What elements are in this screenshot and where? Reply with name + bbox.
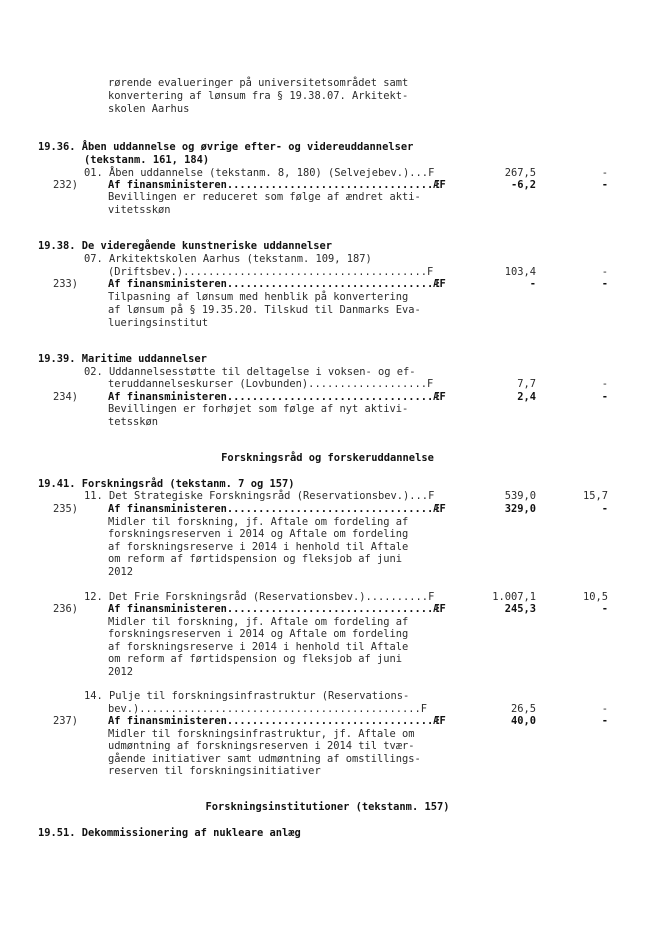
note-line: forskningsreserven i 2014 og Aftale om fordeling — [108, 628, 409, 640]
note-number: 235) — [52, 503, 78, 515]
section-heading: 19.38. De videregående kunstneriske uddannelser — [38, 240, 333, 252]
change-amount-2: - — [601, 278, 608, 290]
change-amount-1: 329,0 — [504, 503, 536, 515]
section-heading: 19.39. Maritime uddannelser — [38, 353, 207, 365]
amount-1: 267,5 — [504, 167, 536, 179]
change-amount-1: 40,0 — [510, 715, 536, 727]
amount-1: 539,0 — [504, 490, 536, 502]
note-number: 236) — [52, 603, 78, 615]
note-line: Bevillingen er forhøjet som følge af nyt aktivi- — [108, 403, 409, 415]
note-line: Tilpasning af lønsum med henblik på konvertering — [108, 291, 409, 303]
amount-2: 15,7 — [582, 490, 608, 502]
change-line: Af finansministeren.................................ÆF — [108, 278, 446, 290]
amount-1: 1.007,1 — [492, 591, 536, 603]
note-line: af forskningsreserve i 2014 i henhold til Aftale — [108, 541, 409, 553]
note-line: om reform af førtidspension og fleksjob af juni — [108, 553, 403, 565]
section-heading: 19.51. Dekommissionering af nukleare anlæg — [38, 827, 301, 839]
note-number: 234) — [52, 391, 78, 403]
note-line: vitetsskøn — [108, 204, 171, 216]
account-line: 11. Det Strategiske Forskningsråd (Reservationsbev.)...F — [84, 490, 435, 502]
note-line: om reform af førtidspension og fleksjob af juni — [108, 653, 403, 665]
change-amount-1: -6,2 — [510, 179, 536, 191]
account-line: bev.).............................................F — [108, 703, 428, 715]
change-amount-1: 2,4 — [517, 391, 536, 403]
note-line: Midler til forskning, jf. Aftale om fordeling af — [108, 616, 409, 628]
note-line: forskningsreserven i 2014 og Aftale om fordeling — [108, 528, 409, 540]
note-line: Midler til forskningsinfrastruktur, jf. Aftale om — [108, 728, 415, 740]
change-line: Af finansministeren.................................ÆF — [108, 715, 446, 727]
change-line: Af finansministeren.................................ÆF — [108, 503, 446, 515]
intro-line: konvertering af lønsum fra § 19.38.07. Arkitekt- — [108, 90, 409, 102]
change-amount-2: - — [601, 179, 608, 191]
amount-2: 10,5 — [582, 591, 608, 603]
account-line: 14. Pulje til forskningsinfrastruktur (Reservations- — [84, 690, 410, 702]
section-heading: 19.36. Åben uddannelse og øvrige efter- og videreuddannelser — [38, 141, 414, 153]
change-amount-2: - — [601, 715, 608, 727]
group-heading: Forskningsråd og forskeruddannelse — [221, 452, 434, 464]
note-number: 232) — [52, 179, 78, 191]
account-line: 01. Åben uddannelse (tekstanm. 8, 180) (Selvejebev.)...F — [84, 167, 435, 179]
amount-1: 26,5 — [510, 703, 536, 715]
change-line: Af finansministeren.................................ÆF — [108, 603, 446, 615]
account-line: 02. Uddannelsesstøtte til deltagelse i voksen- og ef- — [84, 366, 416, 378]
amount-2: - — [601, 703, 608, 715]
amount-2: - — [601, 378, 608, 390]
note-number: 237) — [52, 715, 78, 727]
note-line: lueringsinstitut — [108, 317, 209, 329]
account-line: (Driftsbev.).......................................F — [108, 266, 434, 278]
note-number: 233) — [52, 278, 78, 290]
note-line: gående initiativer samt udmøntning af omstillings- — [108, 753, 421, 765]
note-line: reserven til forskningsinitiativer — [108, 765, 321, 777]
note-line: 2012 — [108, 566, 134, 578]
note-line: af forskningsreserve i 2014 i henhold til Aftale — [108, 641, 409, 653]
change-line: Af finansministeren.................................ÆF — [108, 391, 446, 403]
amount-2: - — [601, 266, 608, 278]
note-line: tetsskøn — [108, 416, 159, 428]
section-heading-cont: (tekstanm. 161, 184) — [84, 154, 210, 166]
account-line: teruddannelseskurser (Lovbunden)...................F — [108, 378, 434, 390]
section-heading: 19.41. Forskningsråd (tekstanm. 7 og 157) — [38, 478, 295, 490]
note-line: af lønsum på § 19.35.20. Tilskud til Danmarks Eva- — [108, 304, 421, 316]
note-line: Midler til forskning, jf. Aftale om fordeling af — [108, 516, 409, 528]
change-amount-2: - — [601, 391, 608, 403]
note-line: 2012 — [108, 666, 134, 678]
intro-line: rørende evalueringer på universitetsområdet samt — [108, 77, 409, 89]
account-line: 12. Det Frie Forskningsråd (Reservationsbev.)..........F — [84, 591, 435, 603]
change-amount-2: - — [601, 603, 608, 615]
amount-1: 103,4 — [504, 266, 536, 278]
note-line: Bevillingen er reduceret som følge af ændret akti- — [108, 191, 421, 203]
change-amount-1: - — [529, 278, 536, 290]
note-line: udmøntning af forskningsreserven i 2014 til tvær- — [108, 740, 415, 752]
intro-line: skolen Aarhus — [108, 103, 190, 115]
change-amount-1: 245,3 — [504, 603, 536, 615]
account-line: 07. Arkitektskolen Aarhus (tekstanm. 109, 187) — [84, 253, 372, 265]
change-line: Af finansministeren.................................ÆF — [108, 179, 446, 191]
amount-2: - — [601, 167, 608, 179]
change-amount-2: - — [601, 503, 608, 515]
group-heading: Forskningsinstitutioner (tekstanm. 157) — [205, 801, 450, 813]
amount-1: 7,7 — [517, 378, 536, 390]
